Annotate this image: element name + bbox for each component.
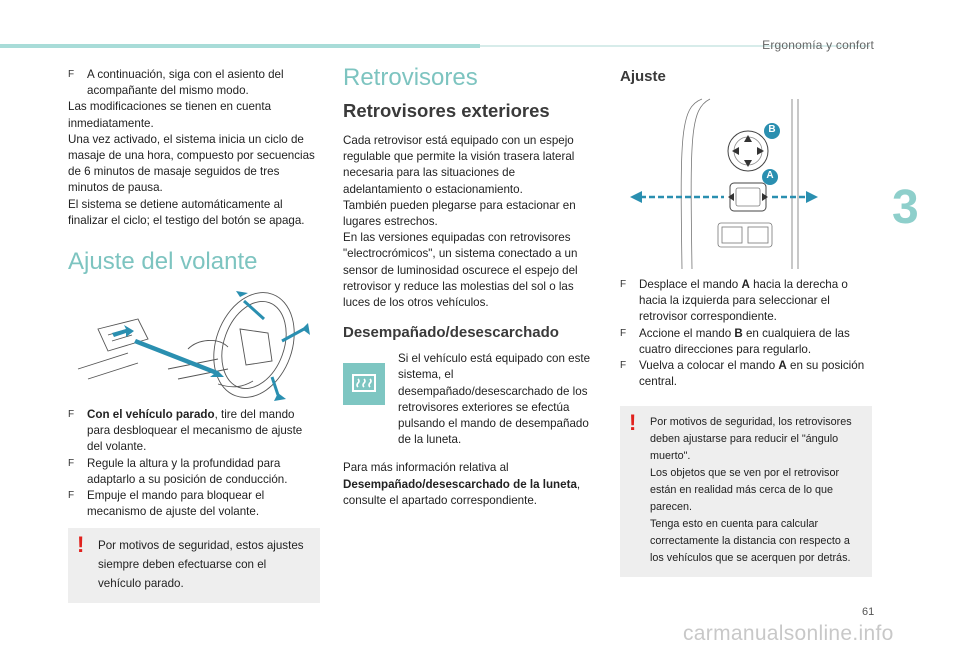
step-bold: Con el vehículo parado (87, 408, 215, 422)
section-heading: Retrovisores (343, 64, 478, 91)
paragraph: En las versiones equipadas con retrovisores "electrocrómicos", un sistema conectado a un sensor de luminosidad oscurece el espejo del retrovisor y reduce las molestias del sol o las luces de los otros vehículos. (343, 231, 578, 310)
step-text: en cualquiera de las cuatro direcciones para regularlo. (639, 326, 850, 356)
subsection-heading: Desempañado/desescarchado (343, 324, 559, 342)
bullet-square-icon: F (68, 490, 75, 502)
warning-text: Tenga esto en cuenta para calcular correctamente la distancia con respecto a los vehículos que se acerquen por detrás. (650, 518, 851, 565)
warning-text: Por motivos de seguridad, los retrovisores deben ajustarse para reducir el "ángulo muerto". (650, 416, 852, 463)
bullet-square-icon: F (68, 69, 75, 80)
step-text: Regule la altura y la profundidad para adaptarlo a su posición de conducción. (87, 456, 288, 486)
column-1 (68, 67, 320, 603)
step-bold: A (741, 278, 750, 291)
more-info (343, 460, 595, 509)
step-text: Empuje el mando para bloquear el mecanismo de ajuste del volante. (87, 489, 265, 519)
step-text: Vuelva a colocar el mando (639, 359, 779, 373)
step-item (68, 456, 320, 488)
header-accent-bar (0, 44, 480, 48)
step-text: , tire del mando para desbloquear el mecanismo de ajuste del volante. (87, 408, 303, 454)
bullet-item (68, 67, 320, 99)
paragraph: Cada retrovisor está equipado con un espejo regulable que permite la visión trasera lateral necesaria para las situaciones de adelantamiento o estacionamiento. (343, 134, 575, 196)
page-number: 61 (862, 606, 875, 618)
paragraph: Las modificaciones se tienen en cuenta inmediatamente. (68, 100, 272, 130)
label-b: B (768, 124, 776, 135)
more-info-text: , consulte el apartado correspondiente. (343, 477, 581, 507)
mirror-control-illustration (620, 97, 820, 269)
rear-defrost-icon (343, 363, 385, 405)
more-info-text: Para más información relativa al (343, 461, 509, 475)
warning-note (68, 528, 320, 603)
chapter-number: 3 (892, 181, 919, 234)
subsection-heading: Ajuste (620, 68, 666, 85)
bullet-square-icon: F (68, 457, 75, 469)
step-bold: B (734, 326, 743, 340)
step-text: en su posición central. (639, 359, 865, 389)
warning-text: Los objetos que se ven por el retrovisor están en realidad más cerca de lo que parecen. (650, 467, 840, 514)
defrost-block (343, 351, 595, 448)
more-info-link: Desempañado/desescarchado de la luneta (343, 477, 577, 491)
column-2 (343, 63, 595, 509)
subsection-heading: Retrovisores exteriores (343, 100, 550, 121)
step-text: Accione el mando (639, 326, 735, 340)
step-text: hacia la derecha o hacia la izquierda para seleccionar el retrovisor correspondiente. (639, 278, 848, 324)
section-heading: Ajuste del volante (68, 248, 258, 276)
label-a: A (766, 170, 774, 181)
section-title: Ergonomía y confort (762, 38, 874, 52)
exclamation-icon: ! (77, 532, 85, 558)
bullet-square-icon: F (620, 360, 627, 372)
column-3 (620, 67, 872, 577)
bullet-square-icon: F (620, 279, 627, 290)
exclamation-icon: ! (629, 410, 637, 436)
step-text: Desplace el mando (639, 278, 742, 291)
step-item (68, 407, 320, 456)
watermark: carmanualsonline.info (683, 622, 894, 645)
steering-wheel-illustration (68, 289, 320, 401)
bullet-square-icon: F (68, 409, 75, 421)
step-item (620, 277, 872, 326)
step-item (68, 488, 320, 520)
paragraph: El sistema se detiene automáticamente al finalizar el ciclo; el testigo del botón se apaga. (68, 197, 305, 227)
step-item (620, 358, 872, 390)
paragraph: También pueden plegarse para estacionar en lugares estrechos. (343, 198, 576, 229)
step-bold: A (778, 359, 787, 373)
warning-note (620, 406, 872, 577)
bullet-square-icon: F (620, 327, 627, 339)
step-item (620, 326, 872, 358)
bullet-text: A continuación, siga con el asiento del acompañante del mismo modo. (87, 68, 284, 98)
warning-text: Por motivos de seguridad, estos ajustes siempre deben efectuarse con el vehículo parado. (98, 539, 304, 591)
paragraph: Una vez activado, el sistema inicia un ciclo de masaje de una hora, compuesto por secuencias de 6 minutos de masaje seguidos de tres minutos de pausa. (68, 132, 315, 195)
defrost-text: Si el vehículo está equipado con este sistema, el desempañado/desescarchado de los retrovisores exteriores se efectúa pulsando el mando de desempañado de la luneta. (398, 352, 591, 447)
